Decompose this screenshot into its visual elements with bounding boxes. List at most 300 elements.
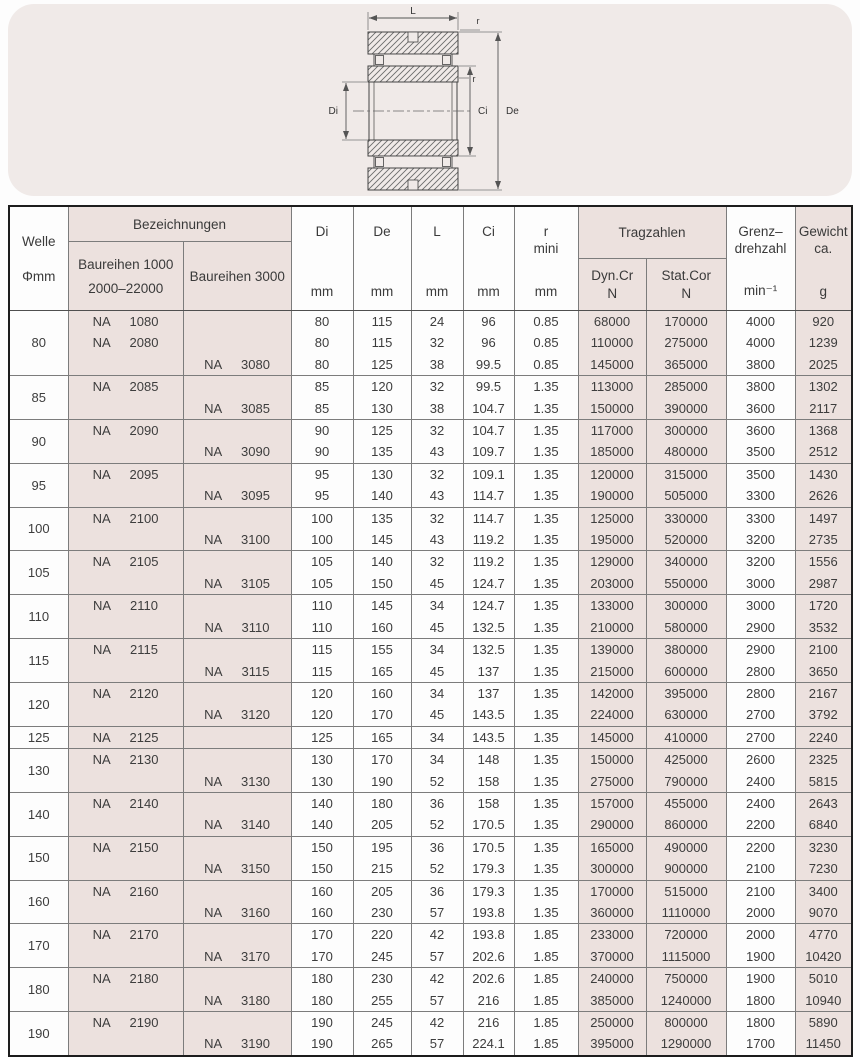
di-value: 100 xyxy=(291,529,353,551)
seal-notch-top xyxy=(408,32,418,42)
l-value: 38 xyxy=(411,354,463,376)
grenzdrehzahl-value: 3000 xyxy=(726,573,795,595)
ci-value: 132.5 xyxy=(463,639,514,661)
bezeichnung-1000-value: NA 2100 xyxy=(68,507,183,529)
bezeichnung-1000-value xyxy=(68,398,183,420)
bezeichnung-1000-value: NA 2150 xyxy=(68,836,183,858)
gewicht-value: 2240 xyxy=(795,726,852,748)
gewicht-value: 3532 xyxy=(795,617,852,639)
table-row xyxy=(9,376,852,398)
grenzdrehzahl-value: 4000 xyxy=(726,311,795,333)
table-row xyxy=(9,1033,852,1055)
stat-cor-value: 1240000 xyxy=(646,990,726,1012)
bezeichnung-3000-value: NA 3100 xyxy=(183,529,291,551)
di-value: 160 xyxy=(291,902,353,924)
gewicht-value: 2325 xyxy=(795,749,852,771)
l-value: 42 xyxy=(411,968,463,990)
bezeichnung-3000-value: NA 3130 xyxy=(183,771,291,793)
di-value: 80 xyxy=(291,311,353,333)
grenzdrehzahl-value: 2600 xyxy=(726,749,795,771)
de-value: 160 xyxy=(353,617,411,639)
stat-cor-value: 750000 xyxy=(646,968,726,990)
ci-value: 202.6 xyxy=(463,946,514,968)
l-value: 52 xyxy=(411,814,463,836)
gewicht-value: 2643 xyxy=(795,792,852,814)
dyn-cr-value: 145000 xyxy=(578,354,646,376)
catalog-table xyxy=(8,205,853,1057)
welle-value: 110 xyxy=(9,595,68,639)
stat-cor-value: 860000 xyxy=(646,814,726,836)
dyn-cr-value: 290000 xyxy=(578,814,646,836)
gewicht-value: 7230 xyxy=(795,858,852,880)
ci-value: 119.2 xyxy=(463,551,514,573)
di-value: 180 xyxy=(291,990,353,1012)
gewicht-value: 10940 xyxy=(795,990,852,1012)
ci-value: 109.7 xyxy=(463,441,514,463)
table-row xyxy=(9,332,852,353)
l-value: 57 xyxy=(411,946,463,968)
welle-value: 115 xyxy=(9,639,68,683)
stat-cor-value: 425000 xyxy=(646,749,726,771)
header-r-mini: r mini mm xyxy=(514,206,578,311)
ci-value: 224.1 xyxy=(463,1033,514,1055)
dim-label-di: Di xyxy=(328,106,338,117)
l-value: 32 xyxy=(411,332,463,353)
header-baureihen-3000: Baureihen 3000 xyxy=(189,268,285,284)
de-value: 170 xyxy=(353,749,411,771)
table-row xyxy=(9,858,852,880)
de-value: 190 xyxy=(353,771,411,793)
l-value: 45 xyxy=(411,704,463,726)
de-value: 125 xyxy=(353,420,411,442)
welle-value: 95 xyxy=(9,463,68,507)
table-row xyxy=(9,441,852,463)
welle-value: 170 xyxy=(9,924,68,968)
table-row xyxy=(9,420,852,442)
di-value: 110 xyxy=(291,617,353,639)
di-value: 115 xyxy=(291,639,353,661)
ci-value: 99.5 xyxy=(463,376,514,398)
gewicht-value: 1720 xyxy=(795,595,852,617)
ci-value: 170.5 xyxy=(463,814,514,836)
bezeichnung-1000-value xyxy=(68,771,183,793)
stat-cor-value: 275000 xyxy=(646,332,726,353)
grenzdrehzahl-value: 2000 xyxy=(726,924,795,946)
header-grenzdrehzahl: Grenz– drehzahl min⁻¹ xyxy=(726,206,795,311)
r-mini-value: 1.35 xyxy=(514,420,578,442)
header-dyn-cr: Dyn.Cr N xyxy=(579,259,647,310)
bezeichnung-3000-value xyxy=(183,376,291,398)
stat-cor-value: 480000 xyxy=(646,441,726,463)
welle-value: 190 xyxy=(9,1012,68,1056)
gewicht-value: 5010 xyxy=(795,968,852,990)
r-mini-value: 0.85 xyxy=(514,332,578,353)
l-value: 45 xyxy=(411,617,463,639)
stat-cor-value: 520000 xyxy=(646,529,726,551)
l-value: 36 xyxy=(411,880,463,902)
l-value: 43 xyxy=(411,441,463,463)
bezeichnung-3000-value xyxy=(183,726,291,748)
di-value: 85 xyxy=(291,376,353,398)
ci-value: 104.7 xyxy=(463,420,514,442)
de-value: 165 xyxy=(353,726,411,748)
l-value: 32 xyxy=(411,507,463,529)
di-value: 110 xyxy=(291,595,353,617)
bezeichnung-3000-value xyxy=(183,595,291,617)
bezeichnung-1000-value: NA 2130 xyxy=(68,749,183,771)
grenzdrehzahl-value: 3500 xyxy=(726,463,795,485)
gewicht-value: 10420 xyxy=(795,946,852,968)
bezeichnung-3000-value: NA 3190 xyxy=(183,1033,291,1055)
dyn-cr-value: 117000 xyxy=(578,420,646,442)
gewicht-value: 5815 xyxy=(795,771,852,793)
bezeichnung-1000-value: NA 2080 xyxy=(68,332,183,353)
l-value: 52 xyxy=(411,771,463,793)
table-row xyxy=(9,792,852,814)
ci-value: 202.6 xyxy=(463,968,514,990)
welle-value: 150 xyxy=(9,836,68,880)
bezeichnung-1000-value: NA 2095 xyxy=(68,463,183,485)
gewicht-value: 1430 xyxy=(795,463,852,485)
de-value: 230 xyxy=(353,902,411,924)
grenzdrehzahl-value: 2800 xyxy=(726,661,795,683)
welle-value: 90 xyxy=(9,420,68,464)
ci-value: 170.5 xyxy=(463,836,514,858)
stat-cor-value: 900000 xyxy=(646,858,726,880)
bezeichnung-3000-value xyxy=(183,749,291,771)
header-welle-unit: Φmm xyxy=(22,268,56,284)
dyn-cr-value: 275000 xyxy=(578,771,646,793)
bezeichnung-1000-value: NA 2090 xyxy=(68,420,183,442)
bezeichnung-1000-value: NA 2160 xyxy=(68,880,183,902)
header-tragzahlen xyxy=(578,206,726,311)
bezeichnung-1000-value: NA 2115 xyxy=(68,639,183,661)
grenzdrehzahl-value: 3600 xyxy=(726,420,795,442)
l-value: 34 xyxy=(411,639,463,661)
r-mini-value: 1.35 xyxy=(514,441,578,463)
bezeichnung-3000-value xyxy=(183,792,291,814)
stat-cor-value: 410000 xyxy=(646,726,726,748)
bezeichnung-1000-value: NA 2105 xyxy=(68,551,183,573)
di-value: 90 xyxy=(291,441,353,463)
dyn-cr-value: 125000 xyxy=(578,507,646,529)
table-row xyxy=(9,463,852,485)
gewicht-value: 920 xyxy=(795,311,852,333)
grenzdrehzahl-value: 4000 xyxy=(726,332,795,353)
table-row xyxy=(9,398,852,420)
ci-value: 114.7 xyxy=(463,507,514,529)
de-value: 125 xyxy=(353,354,411,376)
dyn-cr-value: 203000 xyxy=(578,573,646,595)
table-row xyxy=(9,354,852,376)
stat-cor-value: 630000 xyxy=(646,704,726,726)
table-row xyxy=(9,661,852,683)
welle-value: 85 xyxy=(9,376,68,420)
de-value: 230 xyxy=(353,968,411,990)
gewicht-value: 1556 xyxy=(795,551,852,573)
l-value: 57 xyxy=(411,990,463,1012)
di-value: 170 xyxy=(291,946,353,968)
dyn-cr-value: 110000 xyxy=(578,332,646,353)
bezeichnung-1000-value xyxy=(68,485,183,507)
grenzdrehzahl-value: 2200 xyxy=(726,836,795,858)
stat-cor-value: 490000 xyxy=(646,836,726,858)
r-mini-value: 1.35 xyxy=(514,771,578,793)
ci-value: 124.7 xyxy=(463,595,514,617)
welle-value: 130 xyxy=(9,749,68,793)
r-mini-value: 1.85 xyxy=(514,1033,578,1055)
dyn-cr-value: 142000 xyxy=(578,682,646,704)
ci-value: 137 xyxy=(463,682,514,704)
stat-cor-value: 170000 xyxy=(646,311,726,333)
r-mini-value: 1.35 xyxy=(514,529,578,551)
di-value: 170 xyxy=(291,924,353,946)
gewicht-value: 3230 xyxy=(795,836,852,858)
header-baureihen-1000: Baureihen 1000 2000–22000 xyxy=(69,242,185,310)
gewicht-value: 3650 xyxy=(795,661,852,683)
welle-value: 100 xyxy=(9,507,68,551)
stat-cor-value: 300000 xyxy=(646,420,726,442)
dim-label-r-top: r xyxy=(476,16,480,26)
di-value: 120 xyxy=(291,682,353,704)
bezeichnung-1000-value xyxy=(68,990,183,1012)
table-row xyxy=(9,507,852,529)
bezeichnung-3000-value: NA 3150 xyxy=(183,858,291,880)
r-mini-value: 1.35 xyxy=(514,639,578,661)
r-mini-value: 1.35 xyxy=(514,617,578,639)
header-gewicht: Gewicht ca. g xyxy=(795,206,852,311)
welle-value: 125 xyxy=(9,726,68,748)
de-value: 205 xyxy=(353,880,411,902)
grenzdrehzahl-value: 2700 xyxy=(726,726,795,748)
ci-value: 216 xyxy=(463,990,514,1012)
dyn-cr-value: 395000 xyxy=(578,1033,646,1055)
r-mini-value: 1.35 xyxy=(514,573,578,595)
grenzdrehzahl-value: 2100 xyxy=(726,858,795,880)
l-value: 38 xyxy=(411,398,463,420)
seal-notch-bottom xyxy=(408,180,418,190)
r-mini-value: 1.35 xyxy=(514,836,578,858)
stat-cor-value: 455000 xyxy=(646,792,726,814)
dyn-cr-value: 170000 xyxy=(578,880,646,902)
de-value: 135 xyxy=(353,441,411,463)
bezeichnung-1000-value: NA 2085 xyxy=(68,376,183,398)
r-mini-value: 1.85 xyxy=(514,968,578,990)
de-value: 130 xyxy=(353,463,411,485)
dim-label-ci: Ci xyxy=(478,106,488,117)
bezeichnung-1000-value xyxy=(68,704,183,726)
l-value: 42 xyxy=(411,1012,463,1034)
l-value: 57 xyxy=(411,1033,463,1055)
di-value: 130 xyxy=(291,749,353,771)
header-bezeichnungen-title: Bezeichnungen xyxy=(69,207,291,242)
bezeichnung-3000-value: NA 3160 xyxy=(183,902,291,924)
stat-cor-value: 395000 xyxy=(646,682,726,704)
r-mini-value: 1.35 xyxy=(514,398,578,420)
welle-value: 80 xyxy=(9,311,68,376)
bezeichnung-3000-value xyxy=(183,924,291,946)
header-de: De mm xyxy=(353,206,411,311)
stat-cor-value: 315000 xyxy=(646,463,726,485)
gewicht-value: 2987 xyxy=(795,573,852,595)
ci-value: 114.7 xyxy=(463,485,514,507)
l-value: 43 xyxy=(411,485,463,507)
bezeichnung-3000-value xyxy=(183,1012,291,1034)
stat-cor-value: 550000 xyxy=(646,573,726,595)
gewicht-value: 6840 xyxy=(795,814,852,836)
bezeichnung-1000-value: NA 2180 xyxy=(68,968,183,990)
de-value: 140 xyxy=(353,485,411,507)
dyn-cr-value: 300000 xyxy=(578,858,646,880)
di-value: 125 xyxy=(291,726,353,748)
table-body xyxy=(9,311,852,1056)
dyn-cr-value: 190000 xyxy=(578,485,646,507)
dyn-cr-value: 215000 xyxy=(578,661,646,683)
dyn-cr-value: 150000 xyxy=(578,749,646,771)
dyn-cr-value: 129000 xyxy=(578,551,646,573)
bezeichnung-3000-value: NA 3180 xyxy=(183,990,291,1012)
bezeichnung-1000-value xyxy=(68,573,183,595)
bezeichnung-1000-value: NA 2110 xyxy=(68,595,183,617)
stat-cor-value: 515000 xyxy=(646,880,726,902)
header-tragzahlen-title: Tragzahlen xyxy=(579,207,726,259)
r-mini-value: 1.35 xyxy=(514,792,578,814)
di-value: 100 xyxy=(291,507,353,529)
l-value: 45 xyxy=(411,661,463,683)
ci-value: 124.7 xyxy=(463,573,514,595)
dyn-cr-value: 360000 xyxy=(578,902,646,924)
bezeichnung-1000-value xyxy=(68,858,183,880)
grenzdrehzahl-value: 1800 xyxy=(726,1012,795,1034)
grenzdrehzahl-value: 3500 xyxy=(726,441,795,463)
dim-label-r-mid: r xyxy=(472,74,476,84)
r-mini-value: 1.35 xyxy=(514,704,578,726)
l-value: 36 xyxy=(411,836,463,858)
bezeichnung-3000-value xyxy=(183,420,291,442)
table-row xyxy=(9,1012,852,1034)
grenzdrehzahl-value: 2900 xyxy=(726,639,795,661)
grenzdrehzahl-value: 2400 xyxy=(726,792,795,814)
grenzdrehzahl-value: 3000 xyxy=(726,595,795,617)
table-row xyxy=(9,968,852,990)
r-mini-value: 1.35 xyxy=(514,814,578,836)
table-row xyxy=(9,573,852,595)
bezeichnung-3000-value: NA 3115 xyxy=(183,661,291,683)
table-row xyxy=(9,639,852,661)
grenzdrehzahl-value: 1700 xyxy=(726,1033,795,1055)
header-l: L mm xyxy=(411,206,463,311)
table-row xyxy=(9,551,852,573)
de-value: 150 xyxy=(353,573,411,595)
dim-label-l: L xyxy=(410,6,416,17)
r-mini-value: 0.85 xyxy=(514,311,578,333)
di-value: 130 xyxy=(291,771,353,793)
gewicht-value: 2735 xyxy=(795,529,852,551)
di-value: 105 xyxy=(291,573,353,595)
table-row xyxy=(9,595,852,617)
grenzdrehzahl-value: 3800 xyxy=(726,354,795,376)
r-mini-value: 1.35 xyxy=(514,376,578,398)
di-value: 95 xyxy=(291,485,353,507)
stat-cor-value: 365000 xyxy=(646,354,726,376)
stat-cor-value: 1115000 xyxy=(646,946,726,968)
di-value: 140 xyxy=(291,792,353,814)
de-value: 265 xyxy=(353,1033,411,1055)
table-row xyxy=(9,529,852,551)
l-value: 52 xyxy=(411,858,463,880)
bezeichnung-3000-value: NA 3085 xyxy=(183,398,291,420)
gewicht-value: 1368 xyxy=(795,420,852,442)
di-value: 80 xyxy=(291,354,353,376)
stat-cor-value: 380000 xyxy=(646,639,726,661)
l-value: 42 xyxy=(411,924,463,946)
l-value: 32 xyxy=(411,420,463,442)
bezeichnung-3000-value xyxy=(183,968,291,990)
l-value: 24 xyxy=(411,311,463,333)
l-value: 32 xyxy=(411,551,463,573)
bezeichnung-3000-value: NA 3110 xyxy=(183,617,291,639)
stat-cor-value: 285000 xyxy=(646,376,726,398)
r-mini-value: 1.85 xyxy=(514,946,578,968)
l-value: 34 xyxy=(411,749,463,771)
l-value: 36 xyxy=(411,792,463,814)
grenzdrehzahl-value: 2100 xyxy=(726,880,795,902)
header-bezeichnungen xyxy=(68,206,291,311)
bezeichnung-1000-value: NA 2190 xyxy=(68,1012,183,1034)
de-value: 255 xyxy=(353,990,411,1012)
table-row xyxy=(9,902,852,924)
gewicht-value: 2626 xyxy=(795,485,852,507)
table-row xyxy=(9,682,852,704)
l-value: 34 xyxy=(411,682,463,704)
grenzdrehzahl-value: 2400 xyxy=(726,771,795,793)
ci-value: 179.3 xyxy=(463,858,514,880)
gewicht-value: 1497 xyxy=(795,507,852,529)
di-value: 150 xyxy=(291,836,353,858)
gewicht-value: 3400 xyxy=(795,880,852,902)
bezeichnung-3000-value: NA 3090 xyxy=(183,441,291,463)
table-row xyxy=(9,617,852,639)
r-mini-value: 1.35 xyxy=(514,661,578,683)
bezeichnung-1000-value xyxy=(68,902,183,924)
ci-value: 104.7 xyxy=(463,398,514,420)
dyn-cr-value: 113000 xyxy=(578,376,646,398)
bezeichnung-1000-value xyxy=(68,441,183,463)
dyn-cr-value: 157000 xyxy=(578,792,646,814)
bezeichnung-1000-value: NA 1080 xyxy=(68,311,183,333)
de-value: 170 xyxy=(353,704,411,726)
table-row xyxy=(9,771,852,793)
de-value: 195 xyxy=(353,836,411,858)
welle-value: 160 xyxy=(9,880,68,924)
welle-value: 120 xyxy=(9,682,68,726)
de-value: 165 xyxy=(353,661,411,683)
dyn-cr-value: 185000 xyxy=(578,441,646,463)
de-value: 145 xyxy=(353,595,411,617)
de-value: 245 xyxy=(353,1012,411,1034)
r-mini-value: 1.35 xyxy=(514,726,578,748)
gewicht-value: 1239 xyxy=(795,332,852,353)
ci-value: 96 xyxy=(463,332,514,353)
r-mini-value: 1.35 xyxy=(514,880,578,902)
gewicht-value: 4770 xyxy=(795,924,852,946)
r-mini-value: 1.35 xyxy=(514,463,578,485)
ci-value: 132.5 xyxy=(463,617,514,639)
dyn-cr-value: 139000 xyxy=(578,639,646,661)
bezeichnung-3000-value xyxy=(183,332,291,353)
stat-cor-value: 505000 xyxy=(646,485,726,507)
r-mini-value: 1.85 xyxy=(514,990,578,1012)
